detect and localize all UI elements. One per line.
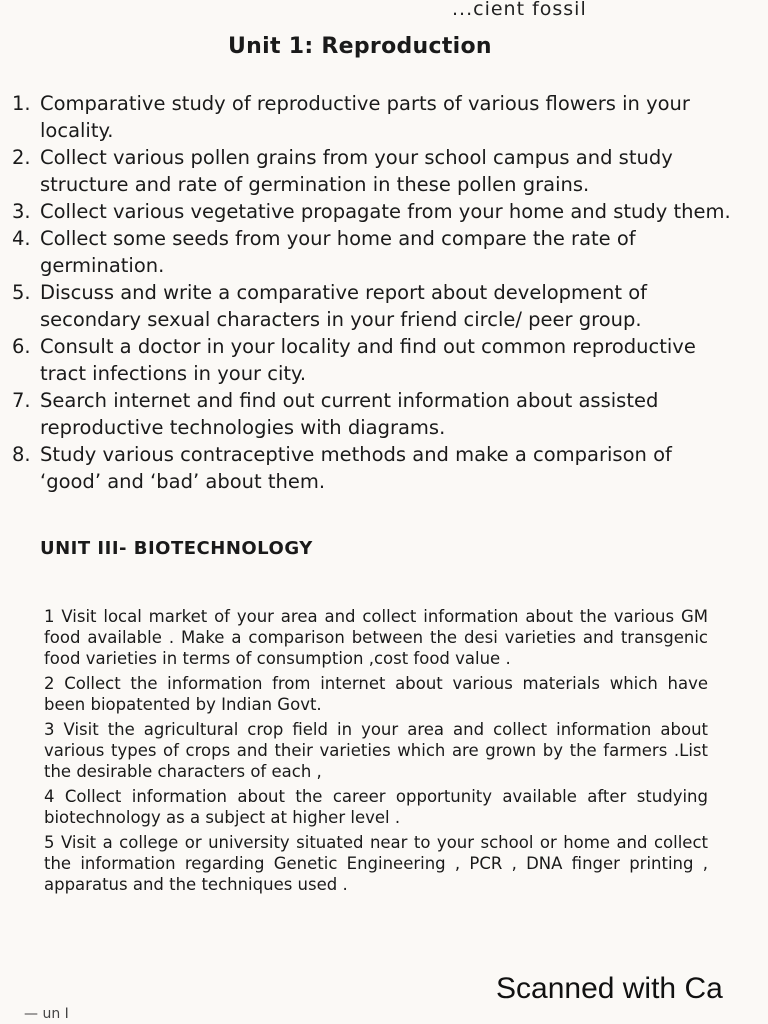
item-number: 6. <box>12 335 31 358</box>
item-number: 2. <box>12 146 31 169</box>
list-item <box>12 144 732 198</box>
list-item <box>12 333 732 387</box>
item-number: 8. <box>12 443 31 466</box>
list-item: 4 Collect information about the career opportunity available after studying biotechnology as a subject at higher level . <box>44 787 708 827</box>
scanner-watermark: Scanned with Ca <box>496 972 723 1005</box>
item-text: Collect various pollen grains from your school campus and study structure and rate of germination in these pollen grains. <box>40 146 673 196</box>
list-item: 1 Visit local market of your area and collect information about the various GM food available . Make a comparison between the desi varieties and transgenic food varieties in terms of consumption ,cost food value . <box>44 607 708 668</box>
unit3-list <box>44 606 708 899</box>
top-cutoff-text: ...cient fossil <box>452 0 587 20</box>
item-number: 3. <box>12 200 31 223</box>
item-number: 7. <box>12 389 31 412</box>
item-text: Study various contraceptive methods and make a comparison of ‘good’ and ‘bad’ about them. <box>40 443 672 493</box>
list-item: 2 Collect the information from internet about various materials which have been biopatented by Indian Govt. <box>44 674 708 714</box>
list-item <box>12 279 732 333</box>
item-text: Collect some seeds from your home and compare the rate of germination. <box>40 227 636 277</box>
list-item <box>12 90 732 144</box>
unit1-list <box>12 90 732 495</box>
item-text: Comparative study of reproductive parts of various flowers in your locality. <box>40 92 690 142</box>
list-item: 5 Visit a college or university situated near to your school or home and collect the information regarding Genetic Engineering , PCR , DNA finger printing , apparatus and the techniques used . <box>44 833 708 894</box>
item-number: 4. <box>12 227 31 250</box>
list-item: 3 Visit the agricultural crop field in your area and collect information about various types of crops and their varieties which are grown by the farmers .List the desirable characters of each , <box>44 720 708 781</box>
bottom-cutoff-text: — un I <box>24 1006 69 1022</box>
item-number: 1. <box>12 92 31 115</box>
item-text: Collect various vegetative propagate from your home and study them. <box>40 200 731 223</box>
item-text: Discuss and write a comparative report about development of secondary sexual characters in your friend circle/ peer group. <box>40 281 648 331</box>
list-item <box>12 198 732 225</box>
unit1-title: Unit 1: Reproduction <box>228 34 492 59</box>
unit3-heading: UNIT III- BIOTECHNOLOGY <box>40 538 313 559</box>
list-item <box>12 441 732 495</box>
list-item <box>12 225 732 279</box>
list-item <box>12 387 732 441</box>
item-text: Search internet and find out current information about assisted reproductive technologies with diagrams. <box>40 389 659 439</box>
item-text: Consult a doctor in your locality and find out common reproductive tract infections in your city. <box>40 335 696 385</box>
item-number: 5. <box>12 281 31 304</box>
